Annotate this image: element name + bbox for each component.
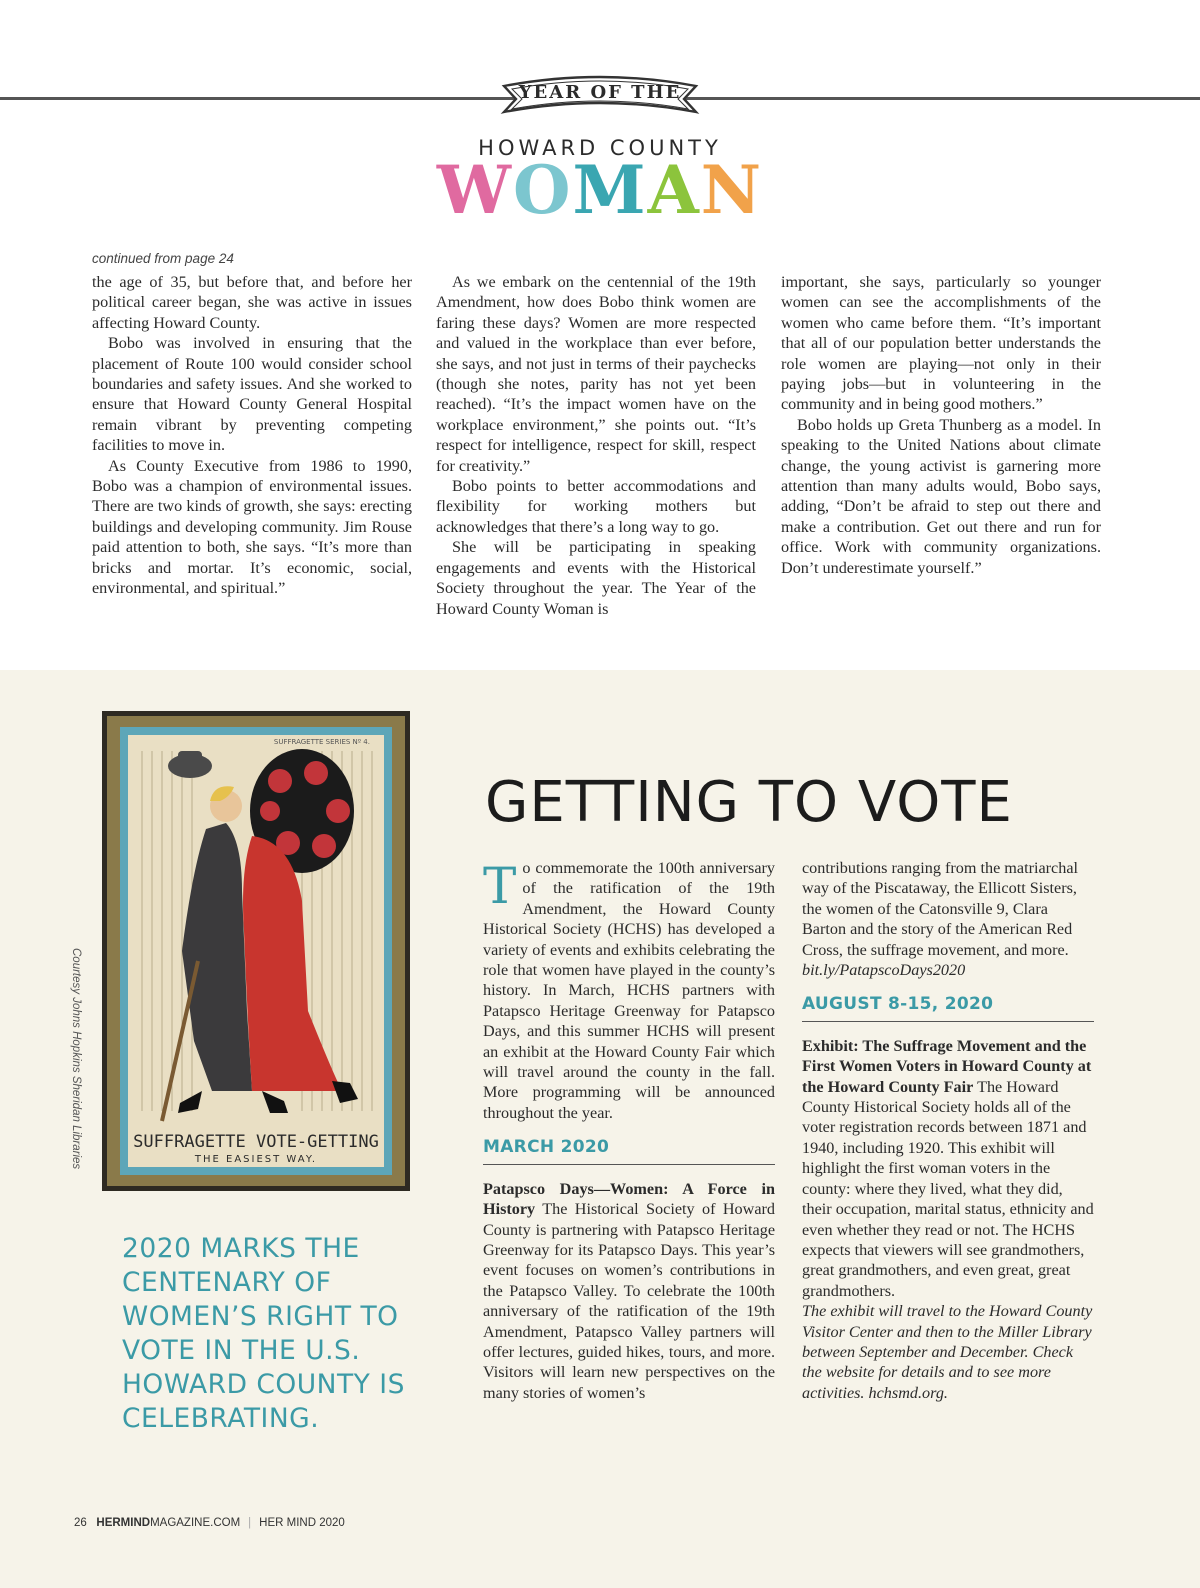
postcard-series: SUFFRAGETTE SERIES Nº 4. [273,738,370,746]
paragraph: the age of 35, but before that, and before her political career began, she was active in issues affecting Howard County. [92,273,412,332]
article-column-2 [436,272,756,619]
august-subhead: AUGUST 8-15, 2020 [802,994,1094,1021]
paragraph: Bobo holds up Greta Thunberg as a model. In speaking to the United Nations about climate change, the young activist is garnering more attention than many adults would, Bobo says, adding, “Don’t be afraid to step out there and make a contribution. Get out there and run for office. Work with community organizations. Don’t underestimate yourself.” [781,415,1101,577]
paragraph: important, she says, particularly so younger women can see the accomplishments of the women who came before them. “It’s important that all of our population better understands the role women are playing—not only in their paying jobs—but in volunteering in the community and in being good mothers.” [781,273,1101,414]
header-woman-logo [0,152,1200,228]
march-subhead: MARCH 2020 [483,1137,775,1164]
patapsco-link[interactable]: bit.ly/PatapscoDays2020 [802,961,966,980]
header-county: HOWARD COUNTY [478,136,722,160]
article-column-3 [781,272,1101,578]
august-note: The exhibit will travel to the Howard County Visitor Center and then to the Miller Library between September and December. Check the website for details and to see more activities. hchsmd.org. [802,1302,1093,1402]
paragraph: She will be participating in speaking engagements and events with the Historical Society throughout the year. The Year of the Howard County Woman is [436,538,756,618]
woman-letter-n: N [700,151,764,229]
article-column-1 [92,272,412,599]
paragraph: As we embark on the centennial of the 19th Amendment, how does Bobo think women are faring these days? Women are more respected and valued in the workplace than ever before, she says, and not just in terms of their paychecks (though she notes, parity has not yet been reached). “It’s the impact women have on the workplace environment,” she points out. “It’s respect for intelligence, respect for skill, respect for creativity.” [436,273,756,475]
continued-note: continued from page 24 [92,251,234,266]
vote-column-1 [483,858,775,1403]
banner-text: YEAR OF THE [518,82,682,103]
postcard-caption: SUFFRAGETTE VOTE-GETTING [133,1132,379,1152]
paragraph: Bobo points to better accommodations and flexibility for working mothers but acknowledges that there’s a long way to go. [436,477,756,536]
woman-letter-a: A [647,151,701,229]
page-number: 26 [74,1517,87,1529]
continued-paragraph: contributions ranging from the matriarchal way of the Piscataway, the Ellicott Sisters, the women of the Catonsville 9, Clara Barton and the story of the American Red Cross, the suffrage movement, and more. [802,859,1079,959]
intro-paragraph: To commemorate the 100th anniversary of the ratification of the 19th Amendment, the Howard County Historical Society (HCHS) has developed a variety of events and exhibits celebrating the role that women have played in the county’s history. In March, HCHS partners with Patapsco Heritage Greenway for Patapsco Days, and this summer HCHS will present an exhibit at the Howard County Fair which will travel around the county in the fall. More programming will be announced throughout the year. [483,857,775,1122]
march-paragraph: Patapsco Days—Women: A Force in History The Historical Society of Howard County is partnering with Patapsco Heritage Greenway for its Patapsco Days. This year’s event focuses on women’s contributions in the Patapsco Valley. To celebrate the 100th anniversary of the ratification of the 19th Amendment, Patapsco Valley partners will offer lectures, guided hikes, tours, and more. Visitors will learn new perspectives on the many stories of women’s [483,1179,775,1402]
august-event-title: Exhibit: The Suffrage Movement and the First Women Voters in Howard County at the Howard County Fair [802,1036,1092,1096]
august-paragraph: Exhibit: The Suffrage Movement and the First Women Voters in Howard County at the Howard County Fair The Howard County Historical Society holds all of the voter registration records between 1871 and 1940, including 1920. This exhibit will highlight the first woman voters in the county: where they lived, what they did, their occupation, marital status, ethnicity and even whether they read or not. The HCHS expects that viewers will see grandmothers, great grandmothers, and even great, great grandmothers. [802,1036,1094,1300]
march-event-title: Patapsco Days—Women: A Force in History [483,1179,775,1219]
woman-letter-o: O [513,151,573,229]
suffragette-postcard-image [102,711,410,1191]
site-name-bold: HERMIND [96,1517,151,1529]
section-headline: GETTING TO VOTE [485,770,1013,835]
postcard-subcaption: THE EASIEST WAY. [194,1154,318,1165]
woman-letter-m: M [572,151,648,229]
paragraph: As County Executive from 1986 to 1990, Bobo was a champion of environmental issues. There are two kinds of growth, she says: erecting buildings and developing community. Jim Rouse paid attention to both, she says. “It’s more than bricks and mortar. It’s economic, social, environmental, and spiritual.” [92,456,412,598]
vote-column-2 [802,858,1094,1403]
paragraph: Bobo was involved in ensuring that the placement of Route 100 would consider school boundaries and safety issues. And she worked to ensure that Howard County General Hospital remain vibrant by preventing competing facilities to move in. [92,334,412,455]
issue-name: HER MIND 2020 [259,1517,345,1529]
site-name-mag: MAGAZINE [150,1517,211,1529]
woman-letter-w: W [436,151,513,229]
page-footer: 26 HERMINDMAGAZINE.COM | HER MIND 2020 [74,1517,345,1529]
site-name-com: .COM [210,1517,241,1529]
drop-cap: T [483,857,517,915]
photo-credit: Courtesy Johns Hopkins Sheridan Libraries [70,948,82,1170]
pull-quote: 2020 MARKS THE CENTENARY OF WOMEN’S RIGHT TO VOTE IN THE U.S. HOWARD COUNTY IS CELEBRATING. [122,1233,405,1434]
